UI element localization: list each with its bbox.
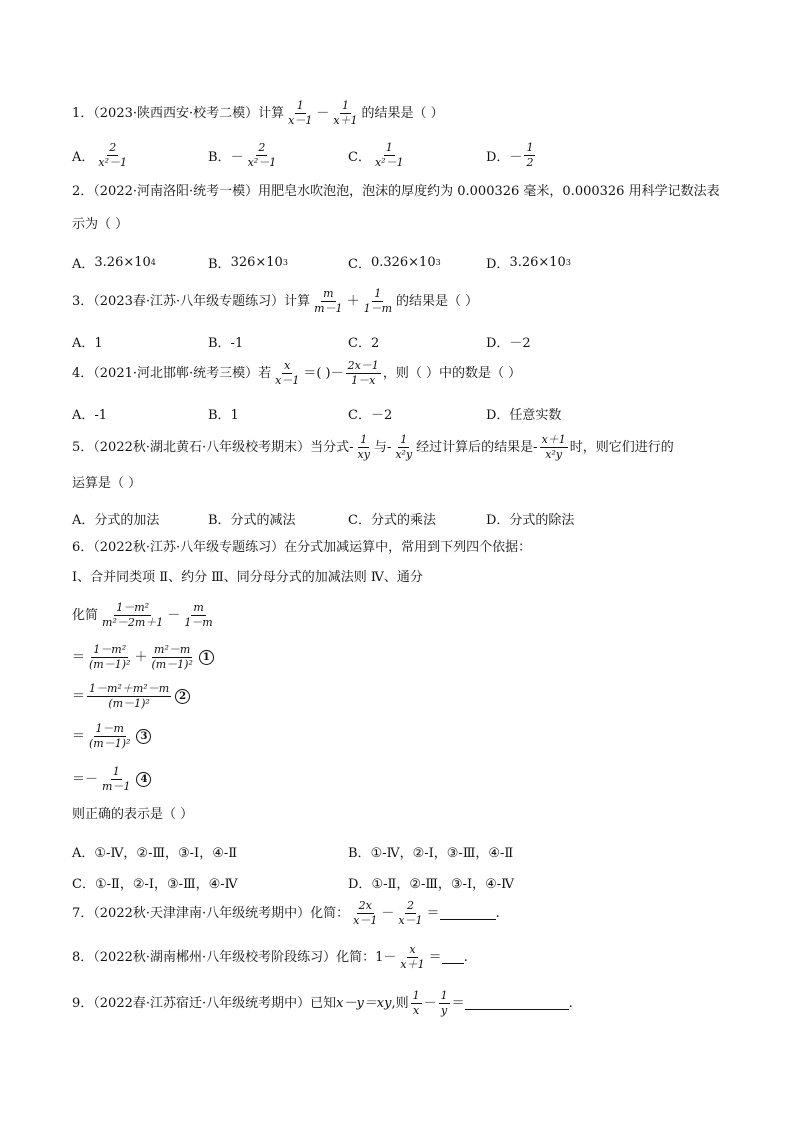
num: 2 bbox=[406, 899, 414, 912]
num: 2x bbox=[358, 899, 372, 912]
q1-fraction-2 bbox=[331, 100, 359, 127]
den: 1－m bbox=[363, 302, 393, 315]
den: 1－x bbox=[351, 374, 376, 387]
q5-fraction-1 bbox=[356, 434, 372, 461]
question-6-rules: Ⅰ、合并同类项 Ⅱ、约分 Ⅲ、同分母分式的加减法则 Ⅳ、通分 bbox=[72, 570, 423, 585]
q5-option-d[interactable]: D．分式的除法 bbox=[486, 513, 575, 528]
q7-fraction-1 bbox=[351, 900, 379, 927]
exponent: 3 bbox=[435, 258, 441, 267]
period: . bbox=[568, 996, 573, 1011]
q1-suffix: 的结果是（ ） bbox=[361, 106, 444, 121]
circled-number: 3 bbox=[136, 729, 151, 744]
question-2-cont: 示为（ ） bbox=[72, 217, 129, 232]
pre: ＝ bbox=[72, 689, 86, 704]
fraction bbox=[100, 766, 132, 793]
option-fraction bbox=[373, 142, 406, 169]
question-6: 6．（2022秋·江苏·八年级专题练习）在分式加减运算中，常用到下列四个依据： bbox=[72, 540, 532, 555]
q5-suffix: 时，则它们进行的 bbox=[569, 440, 674, 455]
q6-option-b[interactable] bbox=[348, 842, 513, 861]
q7-prefix: 7．（2022秋·天津津南·八年级统考期中）化简： bbox=[72, 906, 350, 921]
q1-prefix: 1．（2023·陕西西安·校考二模）计算 bbox=[72, 106, 285, 121]
sign: － bbox=[230, 150, 244, 165]
question-3 bbox=[72, 288, 478, 315]
q4-fraction-1 bbox=[273, 360, 301, 387]
option-fraction bbox=[246, 142, 279, 169]
num: 1 bbox=[341, 99, 349, 112]
label: A． bbox=[72, 257, 95, 272]
fraction bbox=[87, 683, 171, 710]
q1-option-a[interactable] bbox=[72, 142, 131, 169]
q9-operator: － bbox=[423, 996, 437, 1011]
option-fraction bbox=[524, 142, 535, 169]
num: 1－m²＋m²－m bbox=[89, 682, 170, 695]
den: x²y bbox=[395, 448, 413, 461]
q8-suffix: ＝ bbox=[428, 950, 442, 965]
num: 2 bbox=[109, 141, 117, 154]
question-2: 2．（2022·河南洛阳·统考一模）用肥皂水吹泡泡，泡沫的厚度约为 0.000326 毫米，0.000326 用科学记数法表 bbox=[72, 184, 720, 199]
den: x－1 bbox=[275, 374, 300, 387]
den: x bbox=[413, 1004, 420, 1017]
num: 1 bbox=[440, 989, 448, 1002]
den: y bbox=[441, 1004, 448, 1017]
question-8 bbox=[72, 944, 468, 971]
q4-suffix: ，则（ ）中的数是（ ） bbox=[382, 366, 522, 381]
q2-option-b[interactable] bbox=[208, 253, 288, 272]
q3-option-a[interactable]: A．1 bbox=[72, 336, 103, 351]
den: x²－1 bbox=[374, 156, 404, 169]
q5-text-and: 与- bbox=[373, 440, 392, 455]
label: D． bbox=[348, 877, 372, 892]
q8-prefix: 8．（2022秋·湖南郴州·八年级校考阶段练习）化简：1－ bbox=[72, 950, 397, 965]
base: 3.26×10 bbox=[509, 255, 566, 270]
num: x＋1 bbox=[541, 433, 566, 446]
q7-fraction-2 bbox=[396, 900, 424, 927]
num: 1－m² bbox=[116, 601, 150, 614]
num: 1 bbox=[526, 141, 534, 154]
num: 1 bbox=[374, 287, 382, 300]
q9-fraction-2 bbox=[439, 990, 450, 1017]
q3-fraction-2 bbox=[362, 288, 394, 315]
num: x bbox=[284, 359, 291, 372]
q4-option-c[interactable]: C．－2 bbox=[348, 408, 393, 423]
q3-fraction-1 bbox=[312, 288, 344, 315]
label: A． bbox=[72, 150, 95, 165]
num: 1 bbox=[412, 989, 420, 1002]
q9-text-then: ,则 bbox=[391, 996, 409, 1011]
q8-fraction-1 bbox=[398, 944, 426, 971]
den: x－1 bbox=[288, 114, 313, 127]
q6-question: 则正确的表示是（ ） bbox=[72, 807, 194, 822]
pre: ＝－ bbox=[72, 772, 99, 787]
den: m－1 bbox=[314, 302, 343, 315]
den: x＋1 bbox=[333, 114, 358, 127]
text: ①-Ⅱ，②-Ⅰ，③-Ⅲ，④-Ⅳ bbox=[94, 877, 238, 892]
label: C． bbox=[348, 150, 371, 165]
q1-option-d[interactable] bbox=[486, 142, 537, 169]
label: B． bbox=[348, 846, 371, 861]
num: 2x－1 bbox=[347, 359, 379, 372]
question-4 bbox=[72, 360, 521, 387]
q3-operator: ＋ bbox=[346, 294, 360, 309]
fraction bbox=[87, 644, 132, 671]
pre: 化简 bbox=[72, 608, 99, 623]
q6-step-0 bbox=[72, 602, 217, 629]
q3-option-d[interactable]: D．－2 bbox=[486, 336, 531, 351]
answer-blank[interactable] bbox=[465, 997, 569, 1010]
num: 1－m² bbox=[93, 643, 127, 656]
q5-option-a[interactable]: A．分式的加法 bbox=[72, 513, 160, 528]
num: 2 bbox=[258, 141, 266, 154]
q4-operator: ＝( )－ bbox=[303, 366, 344, 381]
q4-option-b[interactable]: B．1 bbox=[208, 408, 239, 423]
num: 1 bbox=[296, 99, 304, 112]
den: (m－1)² bbox=[89, 737, 131, 750]
label: B． bbox=[208, 257, 231, 272]
circled-number: 1 bbox=[199, 650, 214, 665]
den: x²－1 bbox=[98, 156, 128, 169]
q3-option-b[interactable]: B．-1 bbox=[208, 336, 244, 351]
den: x²y bbox=[545, 448, 563, 461]
q4-fraction-2 bbox=[346, 360, 381, 387]
question-1 bbox=[72, 100, 444, 127]
q5-text-result: 经过计算后的结果是- bbox=[416, 440, 538, 455]
label: A． bbox=[72, 846, 95, 861]
q6-option-c[interactable] bbox=[72, 873, 238, 892]
period: . bbox=[463, 950, 468, 965]
fraction bbox=[87, 723, 132, 750]
q2-option-c[interactable] bbox=[348, 253, 441, 272]
q6-step-3 bbox=[72, 723, 151, 750]
operator: － bbox=[167, 608, 181, 623]
label: C． bbox=[72, 877, 95, 892]
q6-option-a[interactable] bbox=[72, 842, 237, 861]
exponent: 3 bbox=[565, 258, 571, 267]
q5-prefix: 5．（2022秋·湖北黄石·八年级校考期末）当分式- bbox=[72, 440, 354, 455]
num: m bbox=[193, 601, 204, 614]
pre: ＝ bbox=[72, 650, 86, 665]
q1-operator: － bbox=[316, 106, 330, 121]
fraction bbox=[182, 602, 214, 629]
pre: ＝ bbox=[72, 729, 86, 744]
q4-option-d[interactable]: D．任意实数 bbox=[486, 408, 562, 423]
text: ①-Ⅳ，②-Ⅲ，③-Ⅰ，④-Ⅱ bbox=[94, 846, 238, 861]
num: x bbox=[409, 943, 416, 956]
question-9 bbox=[72, 990, 573, 1017]
den: (m－1)² bbox=[151, 658, 193, 671]
den: 2 bbox=[526, 156, 534, 169]
label: D． bbox=[486, 150, 510, 165]
q9-fraction-1 bbox=[411, 990, 422, 1017]
base: 326×10 bbox=[230, 255, 283, 270]
base: 3.26×10 bbox=[94, 255, 151, 270]
den: m－1 bbox=[102, 780, 131, 793]
option-fraction bbox=[96, 142, 129, 169]
fraction bbox=[100, 602, 165, 629]
q4-prefix: 4．（2021·河北邯郸·统考三模）若 bbox=[72, 366, 272, 381]
num: 1 bbox=[360, 433, 368, 446]
q1-option-b[interactable] bbox=[208, 142, 280, 169]
q1-fraction-1 bbox=[286, 100, 314, 127]
q6-step-1 bbox=[72, 644, 214, 671]
den: x－1 bbox=[398, 914, 423, 927]
den: m²－2m＋1 bbox=[102, 616, 164, 629]
operator: ＋ bbox=[134, 650, 148, 665]
exponent: 3 bbox=[282, 258, 288, 267]
q9-prefix: 9．（2022春·江苏宿迁·八年级统考期中）已知 bbox=[72, 996, 337, 1011]
q5-fraction-2 bbox=[393, 434, 414, 461]
den: xy bbox=[357, 448, 370, 461]
exponent: 4 bbox=[150, 258, 156, 267]
den: (m－1)² bbox=[108, 697, 150, 710]
q6-step-4 bbox=[72, 766, 151, 793]
den: 1－m bbox=[184, 616, 213, 629]
num: 1 bbox=[385, 141, 393, 154]
den: x＋1 bbox=[400, 958, 425, 971]
q2-option-d[interactable] bbox=[486, 253, 571, 272]
q3-option-c[interactable]: C．2 bbox=[348, 336, 380, 351]
text: ①-Ⅳ，②-Ⅰ，③-Ⅲ，④-Ⅱ bbox=[370, 846, 514, 861]
base: 0.326×10 bbox=[370, 255, 436, 270]
num: 1 bbox=[400, 433, 408, 446]
num: m bbox=[323, 287, 334, 300]
question-5 bbox=[72, 434, 674, 461]
den: x²－1 bbox=[247, 156, 277, 169]
label: D． bbox=[486, 257, 510, 272]
q6-option-d[interactable] bbox=[348, 873, 514, 892]
period: . bbox=[495, 906, 500, 921]
question-7 bbox=[72, 900, 500, 927]
q4-option-a[interactable]: A．-1 bbox=[72, 408, 108, 423]
answer-blank[interactable] bbox=[440, 907, 496, 920]
q5-option-c[interactable]: C．分式的乘法 bbox=[348, 513, 436, 528]
q7-operator: － bbox=[381, 906, 395, 921]
label: B． bbox=[208, 150, 231, 165]
num: 1 bbox=[112, 765, 120, 778]
q1-option-c[interactable] bbox=[348, 142, 408, 169]
q3-prefix: 3．（2023春·江苏·八年级专题练习）计算 bbox=[72, 294, 311, 309]
circled-number: 4 bbox=[136, 772, 151, 787]
q2-option-a[interactable] bbox=[72, 253, 156, 272]
den: (m－1)² bbox=[89, 658, 131, 671]
circled-number: 2 bbox=[175, 689, 190, 704]
answer-blank[interactable] bbox=[442, 951, 464, 964]
label: C． bbox=[348, 257, 371, 272]
q5-fraction-3 bbox=[540, 434, 568, 461]
sign: － bbox=[509, 150, 523, 165]
q6-step-2 bbox=[72, 683, 190, 710]
fraction bbox=[149, 644, 194, 671]
q9-condition: x－y＝xy bbox=[336, 996, 392, 1011]
den: x－1 bbox=[353, 914, 378, 927]
q7-suffix: ＝ bbox=[426, 906, 440, 921]
question-5-cont: 运算是（ ） bbox=[72, 476, 142, 491]
q5-option-b[interactable]: B．分式的减法 bbox=[208, 513, 296, 528]
num: 1－m bbox=[95, 722, 124, 735]
q9-suffix: ＝ bbox=[451, 996, 465, 1011]
text: ①-Ⅱ，②-Ⅲ，③-Ⅰ，④-Ⅳ bbox=[371, 877, 515, 892]
num: m²－m bbox=[154, 643, 191, 656]
q3-suffix: 的结果是（ ） bbox=[396, 294, 479, 309]
